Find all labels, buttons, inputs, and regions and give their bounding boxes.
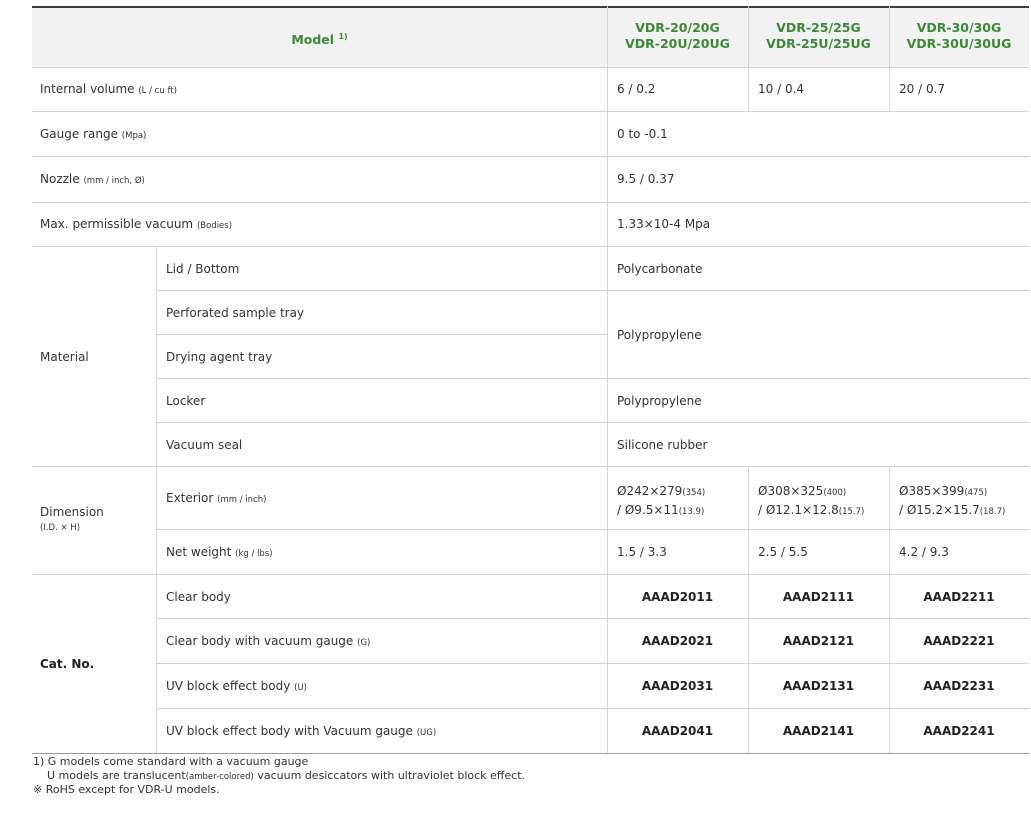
gauge-range-value: 0 to -0.1 [617,127,668,141]
cat-number: AAAD2221 [923,634,995,648]
internal-volume-value: 20 / 0.7 [899,82,946,96]
exterior-height: (400) [823,488,847,498]
model-label: Model [291,32,335,48]
row-divider [156,334,607,335]
exterior-dimension: / Ø12.1×12.8 [758,503,839,517]
exterior-height: (15.7) [838,507,865,517]
internal-volume-value: 6 / 0.2 [617,82,656,96]
net-weight-value: 1.5 / 3.3 [617,545,667,559]
row-label: UV block effect body [166,679,291,693]
row-divider [156,378,1029,379]
row-unit: (mm / inch) [217,495,267,505]
exterior-height: (354) [682,488,706,498]
footnote-text: vacuum desiccators with ultraviolet block effect. [253,769,526,782]
row-divider [156,708,1029,709]
drying-tray-label: Drying agent tray [166,350,273,364]
exterior-label [166,491,266,507]
exterior-height: (475) [964,488,988,498]
row-label: Max. permissible vacuum [40,217,194,231]
model-column-3 [889,20,1029,52]
row-unit: (G) [357,638,371,648]
model-column-2 [748,20,889,52]
exterior-dimension: / Ø15.2×15.7 [899,503,980,517]
material-label: Material [40,350,89,364]
row-divider [156,290,1029,291]
nozzle-label [40,172,145,188]
footnote-rohs: ※ RoHS except for VDR-U models. [33,783,220,796]
row-label: Clear body with vacuum gauge [166,634,354,648]
footnote-u-models [47,769,525,784]
dimension-sub [40,522,104,534]
exterior-dimension: / Ø9.5×11 [617,503,679,517]
row-unit: (L / cu ft) [138,86,177,96]
row-unit: (Bodies) [196,221,233,231]
max-vacuum-label [40,217,232,233]
row-divider [32,156,1029,157]
model-column-1 [607,20,748,52]
model-name: VDR-30U/30UG [906,36,1012,51]
cat-number: AAAD2041 [641,724,714,738]
exterior-dimension: Ø242×279 [617,484,683,498]
footnote-text: U models are translucent [47,769,186,782]
row-divider [156,618,1029,619]
sample-tray-label: Perforated sample tray [166,306,305,320]
column-divider [889,466,890,574]
row-label: Nozzle [40,172,80,186]
table-top-border [32,6,1029,8]
model-name: VDR-25/25G [776,20,861,35]
model-footnote-mark: 1) [338,32,348,41]
row-label: Gauge range [40,127,118,141]
cat-number: AAAD2111 [782,590,855,604]
row-divider [156,422,1029,423]
lid-bottom-value: Polycarbonate [617,262,703,276]
net-weight-value: 2.5 / 5.5 [758,545,808,559]
internal-volume-value: 10 / 0.4 [758,82,805,96]
model-name: VDR-20/20G [635,20,720,35]
internal-volume-label [40,82,177,98]
model-header [32,29,607,48]
trays-value: Polypropylene [617,328,702,342]
clear-gauge-label [166,634,370,650]
gauge-range-label [40,127,146,143]
row-unit: (Mpa) [121,131,147,141]
cat-no-label: Cat. No. [40,657,95,671]
footnote-g-models: 1) G models come standard with a vacuum gauge [33,755,309,768]
model-name: VDR-20U/20UG [625,36,730,51]
exterior-value-3 [899,483,1005,521]
uv-gauge-label [166,724,436,740]
row-label: Clear body [166,590,231,604]
lid-bottom-label: Lid / Bottom [166,262,240,276]
cat-number: AAAD2031 [641,679,714,693]
row-label: UV block effect body with Vacuum gauge [166,724,413,738]
row-label: Net weight [166,545,232,559]
clear-body-label [166,590,231,604]
row-divider [156,529,1029,530]
column-divider [156,246,157,753]
cat-number: AAAD2011 [641,590,714,604]
net-weight-value: 4.2 / 9.3 [899,545,949,559]
row-divider [32,466,1029,467]
exterior-value-1 [617,483,705,521]
max-vacuum-value: 1.33×10-4 Mpa [617,217,711,231]
exterior-value-2 [758,483,864,521]
row-divider [156,663,1029,664]
nozzle-value: 9.5 / 0.37 [617,172,675,186]
locker-value: Polypropylene [617,394,702,408]
table-bottom-border [32,753,1029,754]
row-divider [32,67,1029,68]
column-divider [748,466,749,574]
exterior-dimension: Ø385×399 [899,484,965,498]
row-divider [32,111,1029,112]
locker-label: Locker [166,394,206,408]
row-unit: (kg / lbs) [235,549,273,559]
exterior-dimension: Ø308×325 [758,484,824,498]
cat-number: AAAD2121 [782,634,855,648]
row-unit: (U) [294,683,307,693]
cat-number: AAAD2021 [641,634,714,648]
exterior-height: (13.9) [678,507,705,517]
model-name: VDR-25U/25UG [766,36,871,51]
cat-number: AAAD2241 [923,724,995,738]
row-label: Dimension [40,505,104,519]
cat-number: AAAD2231 [923,679,995,693]
model-name: VDR-30/30G [916,20,1002,35]
vacuum-seal-label: Vacuum seal [166,438,243,452]
spec-table [32,6,1029,754]
uv-body-label [166,679,307,695]
dimension-label [40,505,104,534]
cat-number: AAAD2141 [782,724,855,738]
row-unit: (I.D. × H) [40,523,81,533]
row-label: Exterior [166,491,214,505]
row-divider [32,246,1029,247]
cat-number: AAAD2211 [923,590,995,604]
row-divider [32,574,1029,575]
exterior-height: (18.7) [979,507,1006,517]
row-unit: (mm / inch, Ø) [83,176,145,186]
row-unit: (UG) [416,728,437,738]
cat-number: AAAD2131 [782,679,855,693]
row-divider [32,202,1029,203]
vacuum-seal-value: Silicone rubber [617,438,708,452]
row-label: Internal volume [40,82,135,96]
footnote-small-text: (amber-colored) [185,772,254,782]
net-weight-label [166,545,273,561]
